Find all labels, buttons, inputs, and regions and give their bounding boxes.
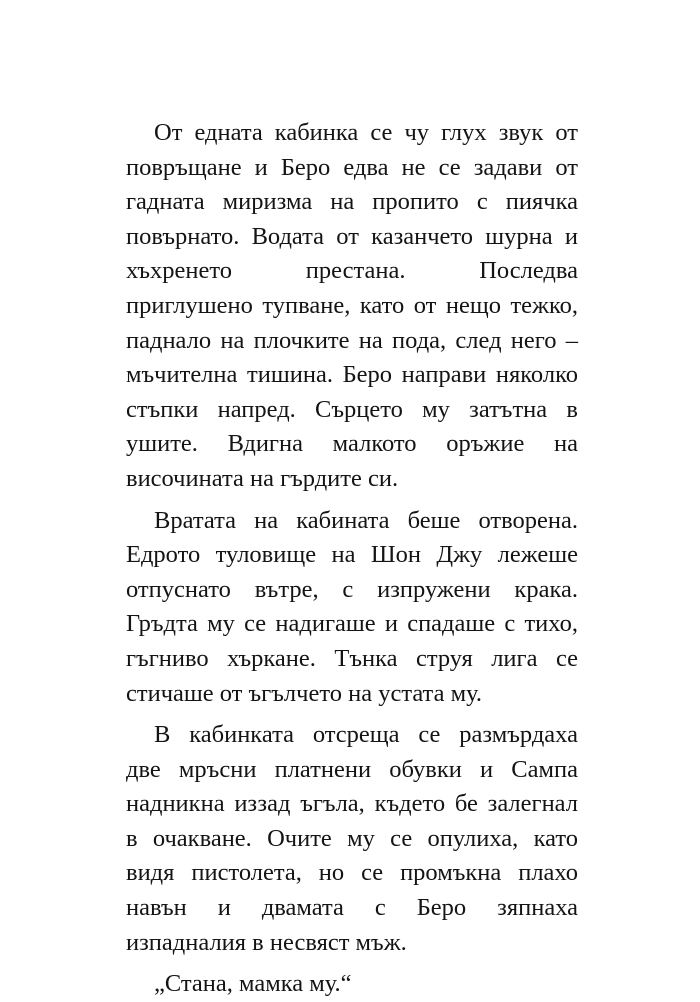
text-line: гадната миризма на пропито с пиячка	[126, 188, 578, 216]
text-line: отпуснато вътре, с изпружени крака.	[126, 575, 578, 603]
text-line: в очакване. Очите му се опулиха, като	[126, 824, 578, 852]
text-line: „Стана, мамка му.“	[154, 970, 352, 998]
text-line: повърнато. Водата от казанчето шурна и	[126, 222, 578, 250]
text-line: повръщане и Беро едва не се задави от	[126, 153, 578, 181]
text-line: изпадналия в несвяст мъж.	[126, 928, 407, 956]
text-line: видя пистолета, но се промъкна плахо	[126, 859, 578, 887]
text-line: навън и двамата с Беро зяпнаха	[126, 894, 578, 922]
paragraph	[126, 967, 578, 1002]
text-line: паднало на плочките на пода, след него –	[126, 326, 578, 354]
text-line: стъпки напред. Сърцето му затътна в	[126, 395, 578, 423]
text-line: приглушено тупване, като от нещо тежко,	[126, 291, 578, 319]
text-line: височината на гърдите си.	[126, 464, 399, 492]
text-line: В кабинката отсреща се размърдаха	[154, 721, 578, 749]
text-line: две мръсни платнени обувки и Сампа	[126, 755, 578, 783]
text-line: Гръдта му се надигаше и спадаше с тихо,	[126, 610, 578, 638]
text-line: От едната кабинка се чу глух звук от	[154, 119, 578, 146]
paragraph	[126, 718, 578, 960]
paragraph	[126, 504, 578, 712]
paragraph	[126, 116, 578, 497]
text-line: ушите. Вдигна малкото оръжие на	[126, 430, 578, 458]
text-line: Вратата на кабината беше отворена.	[154, 506, 578, 534]
text-line: хъхренето престана. Последва	[126, 257, 578, 285]
page-text	[126, 116, 578, 1002]
text-line: стичаше от ъгълчето на устата му.	[126, 679, 482, 707]
text-line: Едрото туловище на Шон Джу лежеше	[126, 541, 578, 569]
text-line: надникна иззад ъгъла, където бе залегнал	[126, 790, 578, 818]
text-line: мъчителна тишина. Беро направи няколко	[126, 361, 578, 389]
text-line: гъгниво хъркане. Тънка струя лига се	[126, 644, 578, 672]
